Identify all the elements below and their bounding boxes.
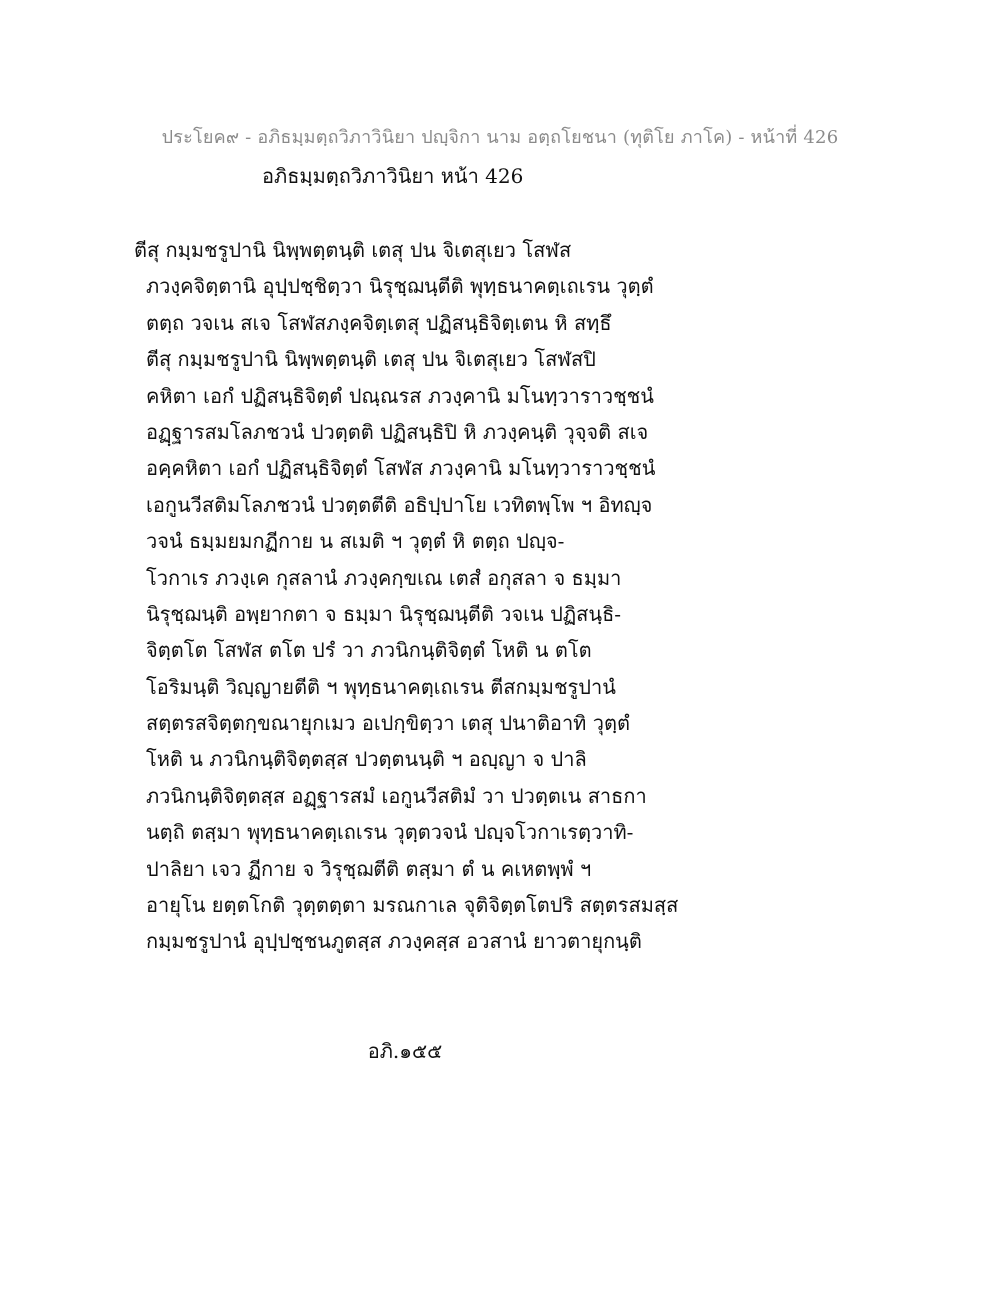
- body-line: โวกาเร ภวงฺเค กุสลานํ ภวงฺคกฺขเณ เตสํ อกุสลา จ ธมฺมา: [146, 565, 622, 590]
- body-line: ภวงฺคจิตฺตานิ อุปฺปชฺชิตฺวา นิรุชฺฌนฺตีติ พุทฺธนาคตฺเถเรน วุตฺตํ: [146, 274, 654, 299]
- body-line: จิตฺตโต โสฬส ตโต ปรํ วา ภวนิกนฺติจิตฺตํ โหติ น ตโต: [146, 638, 592, 663]
- body-text: [134, 232, 679, 960]
- body-line: คหิตา เอกํ ปฏิสนฺธิจิตฺตํ ปณฺณรส ภวงฺคานิ มโนทฺวาราวชฺชนํ: [146, 383, 654, 408]
- page-heading: อภิธมฺมตฺถวิภาวินิยา หน้า 426: [262, 164, 524, 188]
- body-line: อคฺคหิตา เอกํ ปฏิสนฺธิจิตฺตํ โสฬส ภวงฺคานิ มโนทฺวาราวชฺชนํ: [146, 456, 656, 481]
- body-line: กมฺมชรูปานํ อุปฺปชฺชนภูตสฺส ภวงฺคสฺส อวสานํ ยาวตายุกนฺติ: [146, 929, 642, 954]
- body-line: วจนํ ธมฺมยมกฏีกาย น สเมติ ฯ วุตฺตํ หิ ตตฺถ ปญฺจ-: [146, 529, 565, 554]
- body-line: ปาลิยา เจว ฏีกาย จ วิรุชฺฌตีติ ตสฺมา ตํ น คเหตพฺพํ ฯ: [146, 856, 592, 881]
- body-line: ตีสุ กมฺมชรูปานิ นิพฺพตฺตนฺติ เตสุ ปน จิเตสุเยว โสฬสปิ: [146, 347, 596, 372]
- body-line: ภวนิกนฺติจิตฺตสฺส อฏฺฐารสมํ เอกูนวีสติมํ วา ปวตฺตเน สาธกา: [146, 783, 647, 808]
- running-header: ประโยค๙ - อภิธมฺมตฺถวิภาวินิยา ปญฺจิกา นาม อตฺถโยชนา (ทุติโย ภาโค) - หน้าที่ 426: [161, 127, 839, 148]
- body-line: เอกูนวีสติมโลภชวนํ ปวตฺตตีติ อธิปฺปาโย เวทิตพฺโพ ฯ อิทญฺจ: [146, 492, 653, 517]
- page-footer: อภิ.๑๕๕: [367, 1039, 443, 1063]
- body-line: อฏฺฐารสมโลภชวนํ ปวตฺตติ ปฏิสนฺธิปิ หิ ภวงฺคนฺติ วุจฺจติ สเจ: [146, 419, 649, 444]
- body-line: นตฺถิ ตสฺมา พุทฺธนาคตฺเถเรน วุตฺตวจนํ ปญฺจโวกาเรตฺวาทิ-: [146, 820, 634, 845]
- body-line: อายุโน ยตฺตโกติ วุตฺตตฺตา มรณกาเล จุติจิตฺตโตปริ สตฺตรสมสฺส: [146, 893, 679, 918]
- body-line: ตีสุ กมฺมชรูปานิ นิพฺพตฺตนฺติ เตสุ ปน จิเตสุเยว โสฬส: [134, 238, 572, 262]
- body-line: ตตฺถ วจเน สเจ โสฬสภงฺคจิตฺเตสุ ปฏิสนฺธิจิตฺเตน หิ สทฺธึ: [146, 310, 612, 335]
- body-line: สตฺตรสจิตฺตกฺขณายุกเมว อเปกฺขิตฺวา เตสุ ปนาติอาทิ วุตฺตํ: [146, 711, 630, 736]
- body-line: นิรุชฺฌนฺติ อพฺยากตา จ ธมฺมา นิรุชฺฌนฺตีติ วจเน ปฏิสนฺธิ-: [146, 601, 622, 626]
- body-line: โอริมนฺติ วิญฺญายตีติ ฯ พุทฺธนาคตฺเถเรน ตีสกมฺมชรูปานํ: [146, 674, 616, 699]
- body-line: โหติ น ภวนิกนฺติจิตฺตสฺส ปวตฺตนนฺติ ฯ อญฺญา จ ปาลิ: [146, 747, 587, 772]
